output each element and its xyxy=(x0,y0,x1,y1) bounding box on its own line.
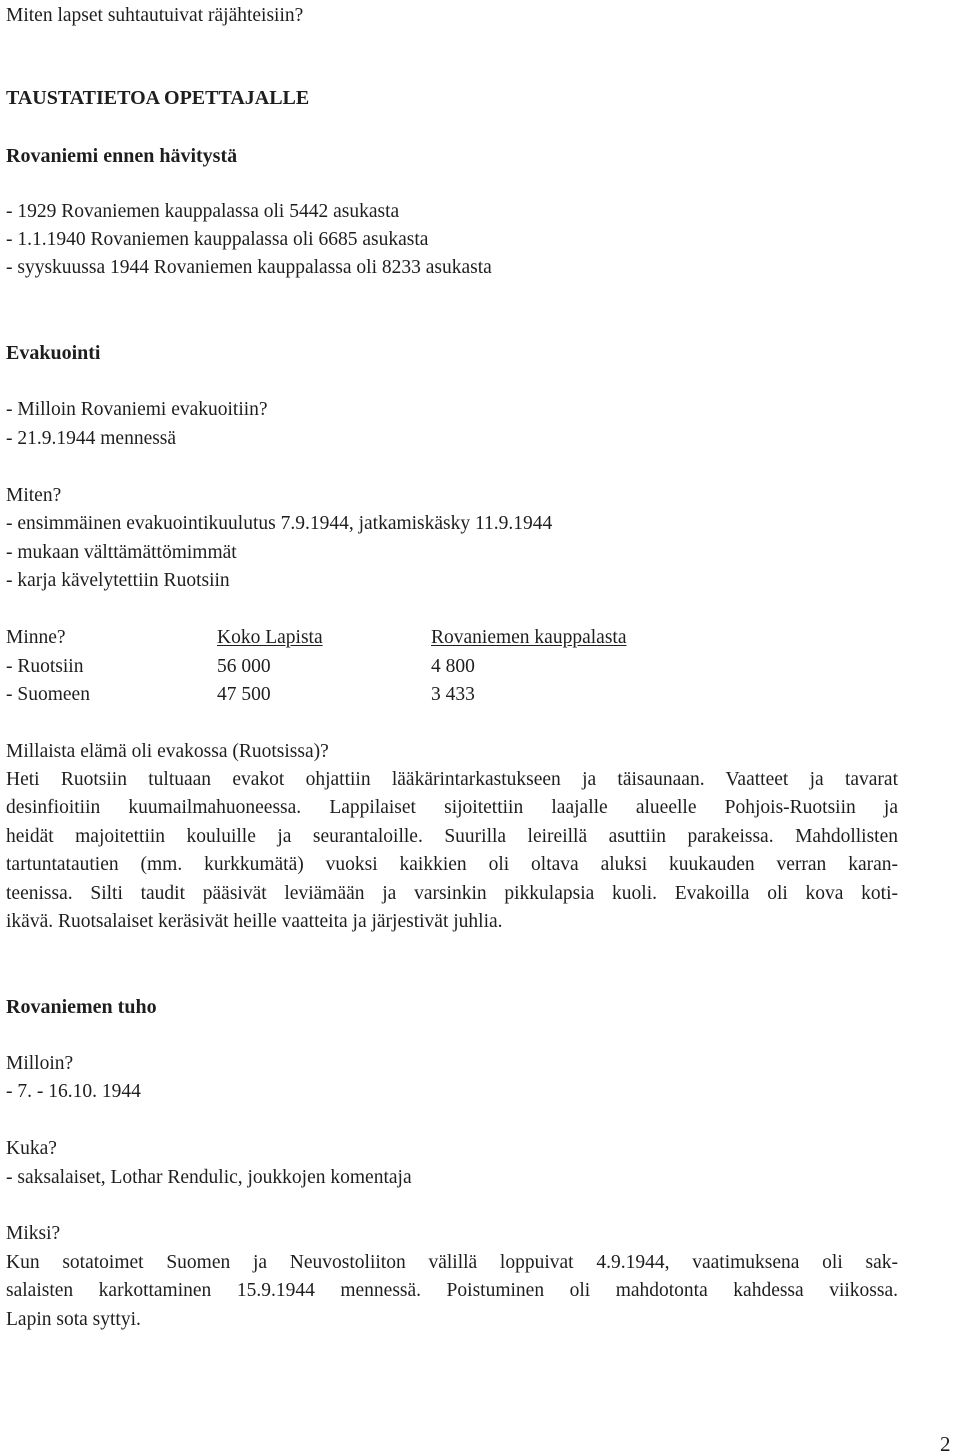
destruction-why-label: Miksi? xyxy=(6,1223,61,1244)
table-header-destination: Minne? xyxy=(6,627,66,648)
table-cell-all-lapland: 56 000 xyxy=(217,656,271,677)
table-header-rovaniemi: Rovaniemen kauppalasta xyxy=(431,627,627,648)
destruction-heading: Rovaniemen tuho xyxy=(6,996,157,1018)
paragraph-line: heidät majoitettiin kouluille ja seurantaloille. Suurilla leireillä asuttiin parakeissa. Mahdollisten xyxy=(6,826,898,847)
population-item: - 1929 Rovaniemen kauppalassa oli 5442 asukasta xyxy=(6,201,400,222)
destruction-when-answer: - 7. - 16.10. 1944 xyxy=(6,1081,141,1102)
destruction-when-label: Milloin? xyxy=(6,1053,74,1074)
table-cell-rovaniemi: 3 433 xyxy=(431,684,475,705)
paragraph-line: desinfioitiin kuumailmahuoneessa. Lappilaiset sijoitettiin laajalle alueelle Pohjois-Ruotsiin ja xyxy=(6,797,898,818)
destruction-who-answer: - saksalaiset, Lothar Rendulic, joukkojen komentaja xyxy=(6,1167,412,1188)
table-cell-destination: - Ruotsiin xyxy=(6,656,84,677)
page-number: 2 xyxy=(940,1432,951,1456)
table-cell-all-lapland: 47 500 xyxy=(217,684,271,705)
paragraph-line: tartuntatautien (mm. kurkkumätä) vuoksi kaikkien oli oltava aluksi kuukauden verran karan- xyxy=(6,854,898,875)
paragraph-line: salaisten karkottaminen 15.9.1944 mennessä. Poistuminen oli mahdotonta kahdessa viikossa. xyxy=(6,1280,898,1301)
population-item: - syyskuussa 1944 Rovaniemen kauppalassa oli 8233 asukasta xyxy=(6,257,492,278)
paragraph-line: Kun sotatoimet Suomen ja Neuvostoliiton välillä loppuivat 4.9.1944, vaatimuksena oli sak- xyxy=(6,1252,898,1273)
evacuation-when-question: - Milloin Rovaniemi evakuoitiin? xyxy=(6,399,268,420)
table-cell-destination: - Suomeen xyxy=(6,684,90,705)
table-header-all-lapland: Koko Lapista xyxy=(217,627,323,648)
paragraph-line: Heti Ruotsiin tultuaan evakot ohjattiin lääkärintarkastukseen ja täisaunaan. Vaatteet ja tavarat xyxy=(6,769,898,790)
table-cell-rovaniemi: 4 800 xyxy=(431,656,475,677)
header-question: Miten lapset suhtautuivat räjähteisiin? xyxy=(6,5,304,26)
evacuation-life-question: Millaista elämä oli evakossa (Ruotsissa)? xyxy=(6,741,329,762)
evacuation-heading: Evakuointi xyxy=(6,342,101,364)
evacuation-how-label: Miten? xyxy=(6,485,62,506)
evacuation-when-answer: - 21.9.1944 mennessä xyxy=(6,428,177,449)
destruction-who-label: Kuka? xyxy=(6,1138,57,1159)
evacuation-how-item: - karja kävelytettiin Ruotsiin xyxy=(6,570,230,591)
paragraph-line: Lapin sota syttyi. xyxy=(6,1309,141,1330)
paragraph-line: teenissa. Silti taudit pääsivät leviämään ja varsinkin pikkulapsia kuoli. Evakoilla oli kova koti- xyxy=(6,883,898,904)
before-destruction-heading: Rovaniemi ennen hävitystä xyxy=(6,145,238,167)
evacuation-how-item: - mukaan välttämättömimmät xyxy=(6,542,237,563)
population-item: - 1.1.1940 Rovaniemen kauppalassa oli 6685 asukasta xyxy=(6,229,429,250)
evacuation-how-item: - ensimmäinen evakuointikuulutus 7.9.1944, jatkamiskäsky 11.9.1944 xyxy=(6,513,553,534)
paragraph-line: ikävä. Ruotsalaiset keräsivät heille vaatteita ja järjestivät juhlia. xyxy=(6,911,503,932)
section-title: TAUSTATIETOA OPETTAJALLE xyxy=(6,87,310,109)
